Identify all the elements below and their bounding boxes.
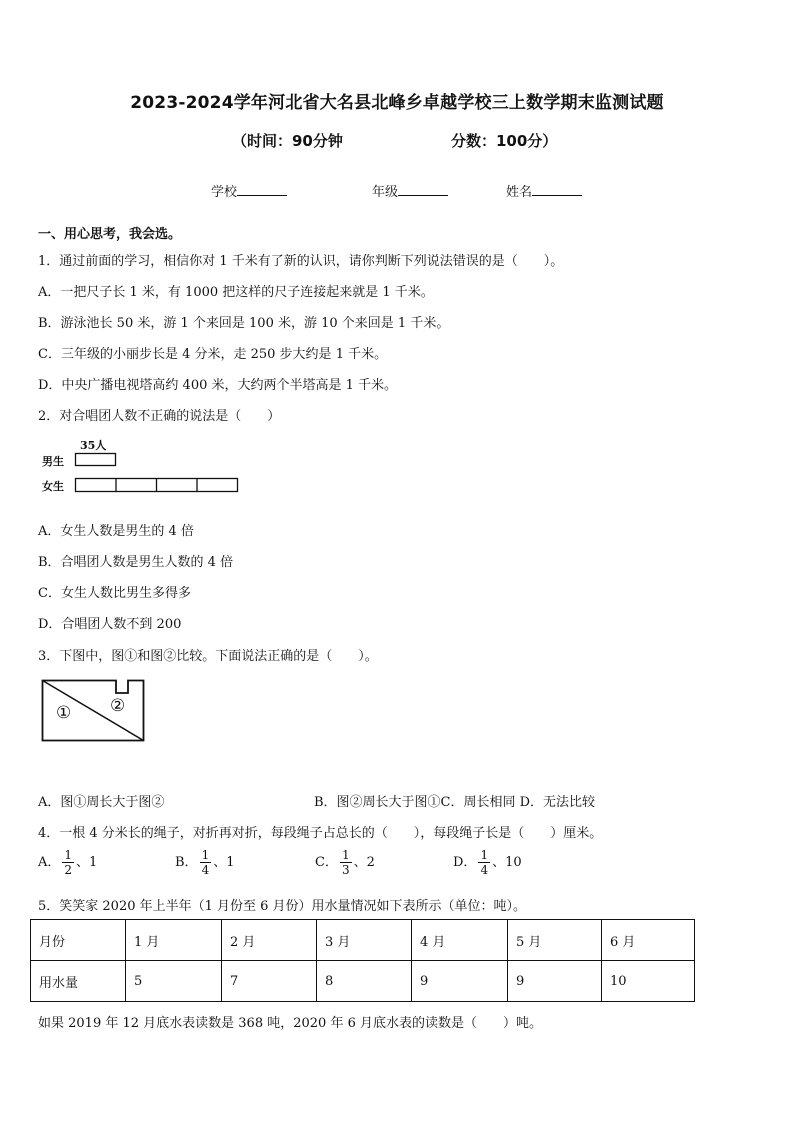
q1-option-c: C．三年级的小丽步长是 4 分米，走 250 步大约是 1 千米。 (38, 347, 388, 362)
q2-option-c: C．女生人数比男生多得多 (38, 586, 191, 601)
q4-option-b: B． $\frac{1}{4}$ 、1 (175, 848, 235, 877)
table-cell: 7 (222, 961, 317, 1002)
segment-diagram (70, 448, 245, 496)
fraction: $\frac{1}{3}$ (341, 848, 350, 877)
table-cell: 1 月 (126, 920, 222, 961)
fraction: $\frac{1}{2}$ (64, 848, 73, 877)
q2-stem: 2．对合唱团人数不正确的说法是（ ） (38, 409, 281, 424)
name-blank[interactable] (532, 183, 582, 196)
figure-label-2: ② (110, 696, 126, 716)
q3-stem: 3．下图中，图①和图②比较。下面说法正确的是（ ）。 (38, 649, 378, 664)
table-cell: 9 (412, 961, 508, 1002)
q1-stem: 1．通过前面的学习，相信你对 1 千米有了新的认识，请你判断下列说法错误的是（ ）。 (38, 254, 564, 269)
grade-field (372, 181, 448, 200)
table-cell: 5 (126, 961, 222, 1002)
school-label: 学校 (211, 185, 238, 200)
exam-time: （时间：90分钟 (232, 132, 343, 150)
option-letter: C． (315, 855, 338, 870)
male-bar (76, 454, 116, 466)
table-cell: 3 月 (317, 920, 412, 961)
name-label: 姓名 (506, 185, 533, 200)
diagram-male-label: 男生 (42, 455, 64, 468)
q4-option-c: C． $\frac{1}{3}$ 、2 (315, 848, 375, 877)
table-cell: 月份 (31, 920, 126, 961)
table-row (31, 920, 695, 961)
table-row (31, 961, 695, 1002)
q2-option-d: D．合唱团人数不到 200 (38, 617, 182, 632)
option-letter: D． (453, 855, 477, 870)
table-cell: 4 月 (412, 920, 508, 961)
q5-stem: 5．笑笑家 2020 年上半年（1 月份至 6 月份）用水量情况如下表所示（单位：吨）。 (38, 899, 527, 914)
q3-option-bcd: B．图②周长大于图①C．周长相同 D．无法比较 (314, 795, 596, 810)
table-cell: 10 (602, 961, 695, 1002)
school-field (211, 181, 287, 200)
exam-score: 分数：100分） (451, 132, 558, 150)
diagram-top-label: 35人 (80, 439, 107, 452)
table-cell: 2 月 (222, 920, 317, 961)
table-cell: 6 月 (602, 920, 695, 961)
q3-option-a: A．图①周长大于图② (38, 795, 165, 810)
table-cell: 8 (317, 961, 412, 1002)
grade-blank[interactable] (398, 183, 448, 196)
q2-option-b: B．合唱团人数是男生人数的 4 倍 (38, 555, 234, 570)
table-cell: 用水量 (31, 961, 126, 1002)
q1-option-d: D．中央广播电视塔高约 400 米，大约两个半塔高是 1 千米。 (38, 378, 398, 393)
table-cell: 5 月 (508, 920, 602, 961)
table-cell: 9 (508, 961, 602, 1002)
q4-option-d: D． $\frac{1}{4}$ 、10 (453, 848, 522, 877)
diagram-female-label: 女生 (42, 480, 64, 493)
name-field (506, 181, 582, 200)
q4-stem: 4．一根 4 分米长的绳子，对折再对折，每段绳子占总长的（ ），每段绳子长是（ ）厘米。 (38, 826, 603, 841)
q2-option-a: A．女生人数是男生的 4 倍 (38, 524, 194, 539)
page-title: 2023-2024学年河北省大名县北峰乡卓越学校三上数学期末监测试题 (130, 93, 664, 113)
option-letter: A． (38, 855, 61, 870)
grade-label: 年级 (372, 185, 399, 200)
q1-option-a: A．一把尺子长 1 米，有 1000 把这样的尺子连接起来就是 1 千米。 (38, 285, 434, 300)
school-blank[interactable] (237, 183, 287, 196)
fraction: $\frac{1}{4}$ (480, 848, 489, 877)
fraction: $\frac{1}{4}$ (201, 848, 210, 877)
figure-label-1: ① (56, 703, 72, 723)
q1-option-b: B．游泳池长 50 米，游 1 个来回是 100 米，游 10 个来回是 1 千米。 (38, 316, 450, 331)
q4-option-a: A． $\frac{1}{2}$ 、1 (38, 848, 98, 877)
section-heading: 一、用心思考，我会选。 (38, 227, 182, 242)
q5-follow-up: 如果 2019 年 12 月底水表读数是 368 吨，2020 年 6 月底水表的读数是（ ）吨。 (38, 1016, 542, 1031)
water-usage-table (30, 919, 695, 1002)
option-letter: B． (175, 855, 198, 870)
